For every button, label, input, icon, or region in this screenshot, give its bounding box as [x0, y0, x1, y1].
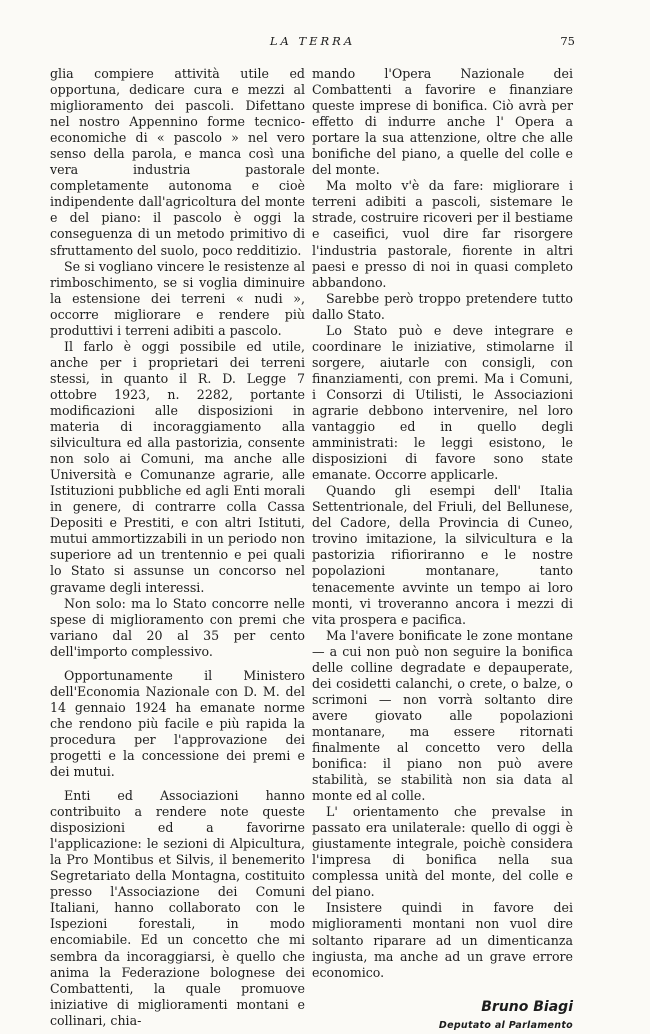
right-column	[312, 66, 573, 1034]
paragraph: Lo Stato può e deve integrare e coordinare le iniziative, stimolarne il sorgere, aiutarle con consigli, con finanziamenti, con premi. Ma i Comuni, i Consorzi di Utilisti, le Associazioni agrarie debbono intervenire, nel loro vantaggio ed in quello degli amministrati: le leggi esistono, le disposizioni di favore sono state emanate. Occorre applicarle.	[312, 322, 573, 483]
author-role: Deputato al Parlamento	[438, 1019, 573, 1031]
page-header	[50, 34, 575, 54]
paragraph: Non solo: ma lo Stato concorre nelle spese di miglioramento con premi che variano dal 20 al 35 per cento dell'importo complessivo.	[50, 595, 305, 659]
paragraph: Sarebbe però troppo pretendere tutto dallo Stato.	[312, 290, 573, 322]
paragraph: Opportunamente il Ministero dell'Economia Nazionale con D. M. del 14 gennaio 1924 ha emanate norme che rendono più facile e più rapida la procedura per l'approvazione dei progetti e la concessione dei premi e dei mutui.	[50, 667, 305, 780]
paragraph: mando l'Opera Nazionale dei Combattenti a favorire e finanziare queste imprese di bonifica. Ciò avrà per effetto di indurre anche l' Opera a portare la sua attenzione, oltre che alle bonifiche del piano, a quelle del colle e del monte.	[312, 66, 573, 178]
running-title: LA TERRA	[269, 34, 356, 48]
paragraph: Insistere quindi in favore dei miglioramenti montani non vuol dire soltanto riparare ad un dimenticanza ingiusta, ma anche ad un grave errore economico.	[312, 900, 573, 980]
author-signature: Bruno Biagi	[481, 998, 573, 1015]
paragraph: Il farlo è oggi possibile ed utile, anche per i proprietari dei terreni stessi, in quanto il R. D. Legge 7 ottobre 1923, n. 2282, portante modificazioni alle disposizioni in materia di incoraggiamento alla silvicultura ed alla pastorizia, consente non solo ai Comuni, ma anche alle Università e Comunanze agrarie, alle Istituzioni pubbliche ed agli Enti morali in genere, di contrarre colla Cassa Depositi e Prestiti, e con altri Istituti, mutui ammortizzabili in un periodo non superiore ad un trentennio e pei quali lo Stato si assunse un concorso nel gravame degli interessi.	[50, 338, 305, 595]
paragraph: Quando gli esempi dell' Italia Settentrionale, del Friuli, del Bellunese, del Cadore, della Provincia di Cuneo, trovino imitazione, la silvicultura e la pastorizia rifioriranno e le nostre popolazioni montanare, tanto tenacemente avvinte un tempo ai loro monti, vi troveranno ancora i mezzi di vita prospera e pacifica.	[312, 483, 573, 627]
paragraph: Ma molto v'è da fare: migliorare i terreni adibiti a pascoli, sistemare le strade, costruire ricoveri per il bestiame e caseifici, vuol dire far risorgere l'industria pastorale, fiorente in altri paesi e presso di noi in quasi completo abbandono.	[312, 178, 573, 290]
paragraph: Enti ed Associazioni hanno contribuito a rendere note queste disposizioni ed a favorirne l'applicazione: le sezioni di Alpicultura, la Pro Montibus et Silvis, il benemerito Segretariato della Montagna, costituito presso l'Associazione dei Comuni Italiani, hanno collaborato con le Ispezioni forestali, in modo encomiabile. Ed un concetto che mi sembra da incoraggiarsi, è quello che anima la Federazione bolognese dei Combattenti, la quale promuove iniziative di miglioramenti montani e collinari, chia-	[50, 788, 305, 1028]
left-column	[50, 66, 305, 1029]
paragraph: L' orientamento che prevalse in passato era unilaterale: quello di oggi è giustamente integrale, poichè considera l'impresa di bonifica nella sua complessa unità del monte, del colle e del piano.	[312, 804, 573, 900]
paragraph: glia compiere attività utile ed opportuna, dedicare cura e mezzi al miglioramento dei pascoli. Difettano nel nostro Appennino forme tecnico-economiche di « pascolo » nel vero senso della parola, e manca così una vera industria pastorale completamente autonoma e cioè indipendente dall'agricoltura del monte e del piano: il pascolo è oggi la conseguenza di un metodo primitivo di sfruttamento del suolo, poco redditizio.	[50, 66, 305, 258]
paragraph: Se si vogliano vincere le resistenze al rimboschimento, se si voglia diminuire la estensione dei terreni « nudi », occorre migliorare e rendere più produttivi i terreni adibiti a pascolo.	[50, 258, 305, 338]
paragraph: Ma l'avere bonificate le zone montane — a cui non può non seguire la bonifica delle colline degradate e depauperate, dei cosidetti calanchi, o crete, o balze, o scrimoni — non vorrà soltanto dire avere giovato alle popolazioni montanare, ma essere ritornati finalmente al concetto vero della bonifica: il piano non può avere stabilità, se stabilità non sia data al monte ed al colle.	[312, 627, 573, 804]
page-number: 75	[560, 34, 575, 48]
